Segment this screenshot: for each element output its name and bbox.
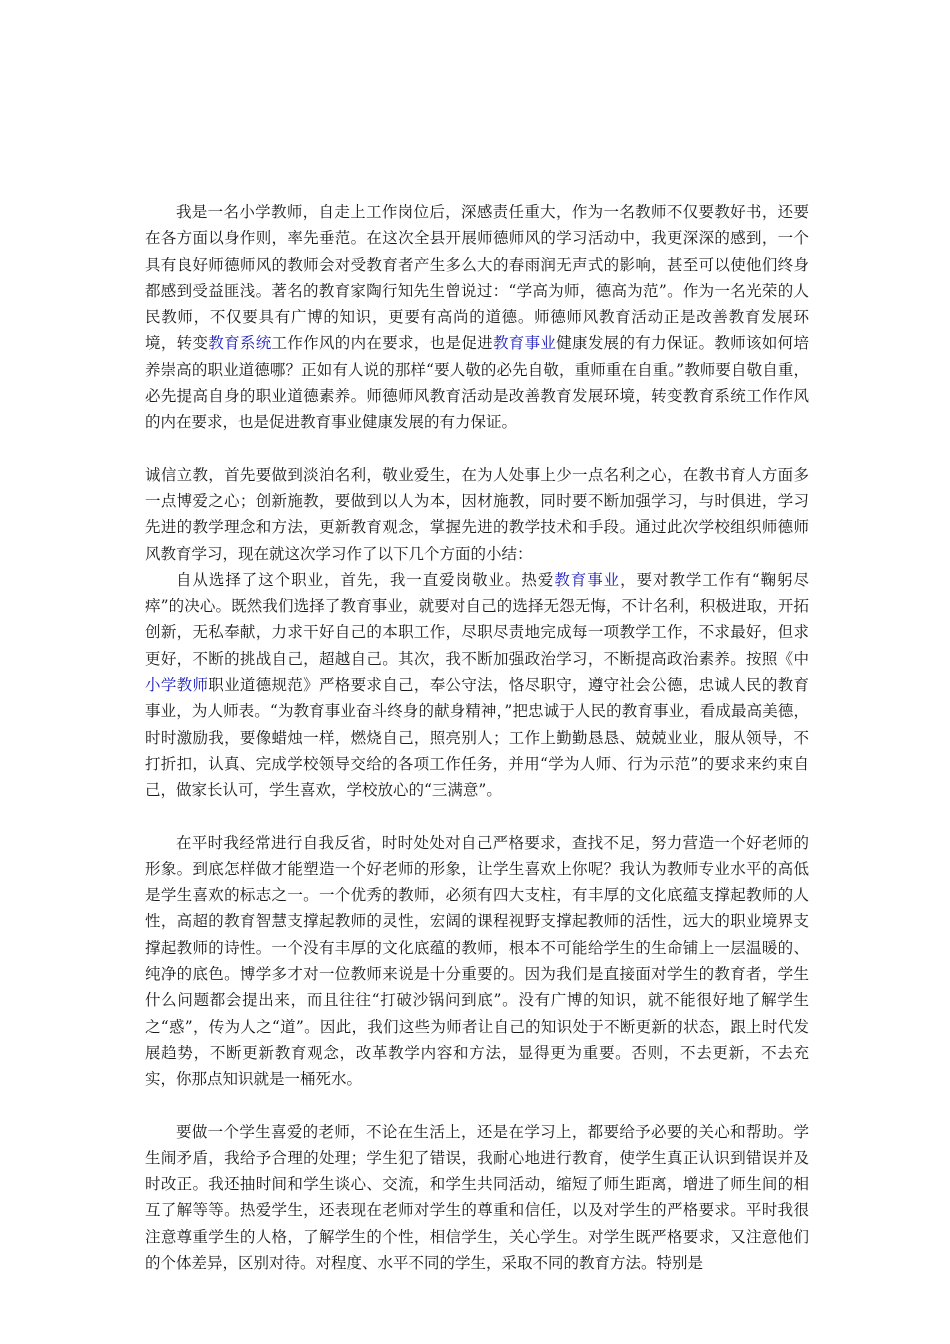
link-primary-teacher[interactable]: 小学教师: [145, 676, 209, 695]
document-body: [145, 199, 809, 1276]
paragraph-1-text-3: 健康发展的有力保证。教师该如何培养崇高的职业道德哪？正如有人说的那样“要人敬的必先自敬，重师重在自重。”教师要自敬自重，必先提高自身的职业道德素养。师德师风教育活动是改善教育发展环境，转变教育系统工作作风的内在要求，也是促进教育事业健康发展的有力保证。: [145, 334, 809, 432]
paragraph-5: [145, 1119, 809, 1277]
paragraph-2: [145, 462, 809, 567]
link-education-cause-2[interactable]: 教育事业: [554, 570, 621, 589]
paragraph-3-text-1: 自从选择了这个职业，首先，我一直爱岗敬业。热爱: [176, 570, 555, 589]
paragraph-1-text-1: 我是一名小学教师，自走上工作岗位后，深感责任重大，作为一名教师不仅要教好书，还要在各方面以身作则，率先垂范。在这次全县开展师德师风的学习活动中，我更深深的感到，一个具有良好师德师风的教师会对受教育者产生多么大的春雨润无声式的影响，甚至可以使他们终身都感到受益匪浅。著名的教育家陶行知先生曾说过：“学高为师，德高为范”。作为一名光荣的人民教师，不仅要具有广博的知识，更要有高尚的道德。师德师风教育活动正是改善教育发展环境，转变: [145, 203, 809, 353]
paragraph-4-text: 在平时我经常进行自我反省，时时处处对自己严格要求，查找不足，努力营造一个好老师的形象。到底怎样做才能塑造一个好老师的形象，让学生喜欢上你呢？我认为教师专业水平的高低是学生喜欢的标志之一。一个优秀的教师，必须有四大支柱，有丰厚的文化底蕴支撑起教师的人性，高超的教育智慧支撑起教师的灵性，宏阔的课程视野支撑起教师的活性，远大的职业境界支撑起教师的诗性。一个没有丰厚的文化底蕴的教师，根本不可能给学生的生命铺上一层温暖的、纯净的底色。博学多才对一位教师来说是十分重要的。因为我们是直接面对学生的教育者，学生什么问题都会提出来，而且往往“打破沙锅问到底”。没有广博的知识，就不能很好地了解学生之“惑”，传为人之“道”。因此，我们这些为师者让自己的知识处于不断更新的状态，跟上时代发展趋势，不断更新教育观念，改革教学内容和方法，显得更为重要。否则，不去更新，不去充实，你那点知识就是一桶死水。: [145, 833, 809, 1089]
link-education-cause[interactable]: 教育事业: [492, 334, 557, 353]
paragraph-3-text-2: ，要对教学工作有“鞠躬尽瘁”的决心。既然我们选择了教育事业，就要对自己的选择无怨无悔，不计名利，积极进取，开拓创新，无私奉献，力求干好自己的本职工作，尽职尽责地完成每一项教学工作，不求最好，但求更好，不断的挑战自己，超越自己。其次，我不断加强政治学习，不断提高政治素养。按照《中: [145, 570, 809, 668]
paragraph-3-text-3: 职业道德规范》严格要求自己，奉公守法，恪尽职守，遵守社会公德，忠诚人民的教育事业，为人师表。“为教育事业奋斗终身的献身精神，”把忠诚于人民的教育事业，看成最高美德，时时激励我，要像蜡烛一样，燃烧自己，照亮别人；工作上勤勤恳恳、兢兢业业，服从领导，不打折扣，认真、完成学校领导交给的各项工作任务，并用“学为人师、行为示范”的要求来约束自己，做家长认可，学生喜欢，学校放心的“三满意”。: [145, 676, 809, 800]
paragraph-1-text-2: 工作作风的内在要求，也是促进: [271, 334, 493, 353]
paragraph-2-text: 诚信立教，首先要做到淡泊名利，敬业爱生，在为人处事上少一点名利之心，在教书育人方面多一点博爱之心；创新施教，要做到以人为本，因材施教，同时要不断加强学习，与时俱进，学习先进的教学理念和方法，更新教育观念，掌握先进的教学技术和手段。通过此次学校组织师德师风教育学习，现在就这次学习作了以下几个方面的小结：: [145, 465, 809, 563]
paragraph-4: [145, 830, 809, 1093]
paragraph-3: [145, 567, 809, 804]
paragraph-1: [145, 199, 809, 436]
paragraph-5-text: 要做一个学生喜爱的老师，不论在生活上，还是在学习上，都要给予必要的关心和帮助。学生闹矛盾，我给予合理的处理；学生犯了错误，我耐心地进行教育，使学生真正认识到错误并及时改正。我还抽时间和学生谈心、交流，和学生共同活动，缩短了师生距离，增进了师生间的相互了解等等。热爱学生，还表现在老师对学生的尊重和信任，以及对学生的严格要求。平时我很注意尊重学生的人格，了解学生的个性，相信学生，关心学生。对学生既严格要求，又注意他们的个体差异，区别对待。对程度、水平不同的学生，采取不同的教育方法。特别是: [145, 1122, 809, 1272]
link-education-system[interactable]: 教育系统: [208, 334, 272, 353]
